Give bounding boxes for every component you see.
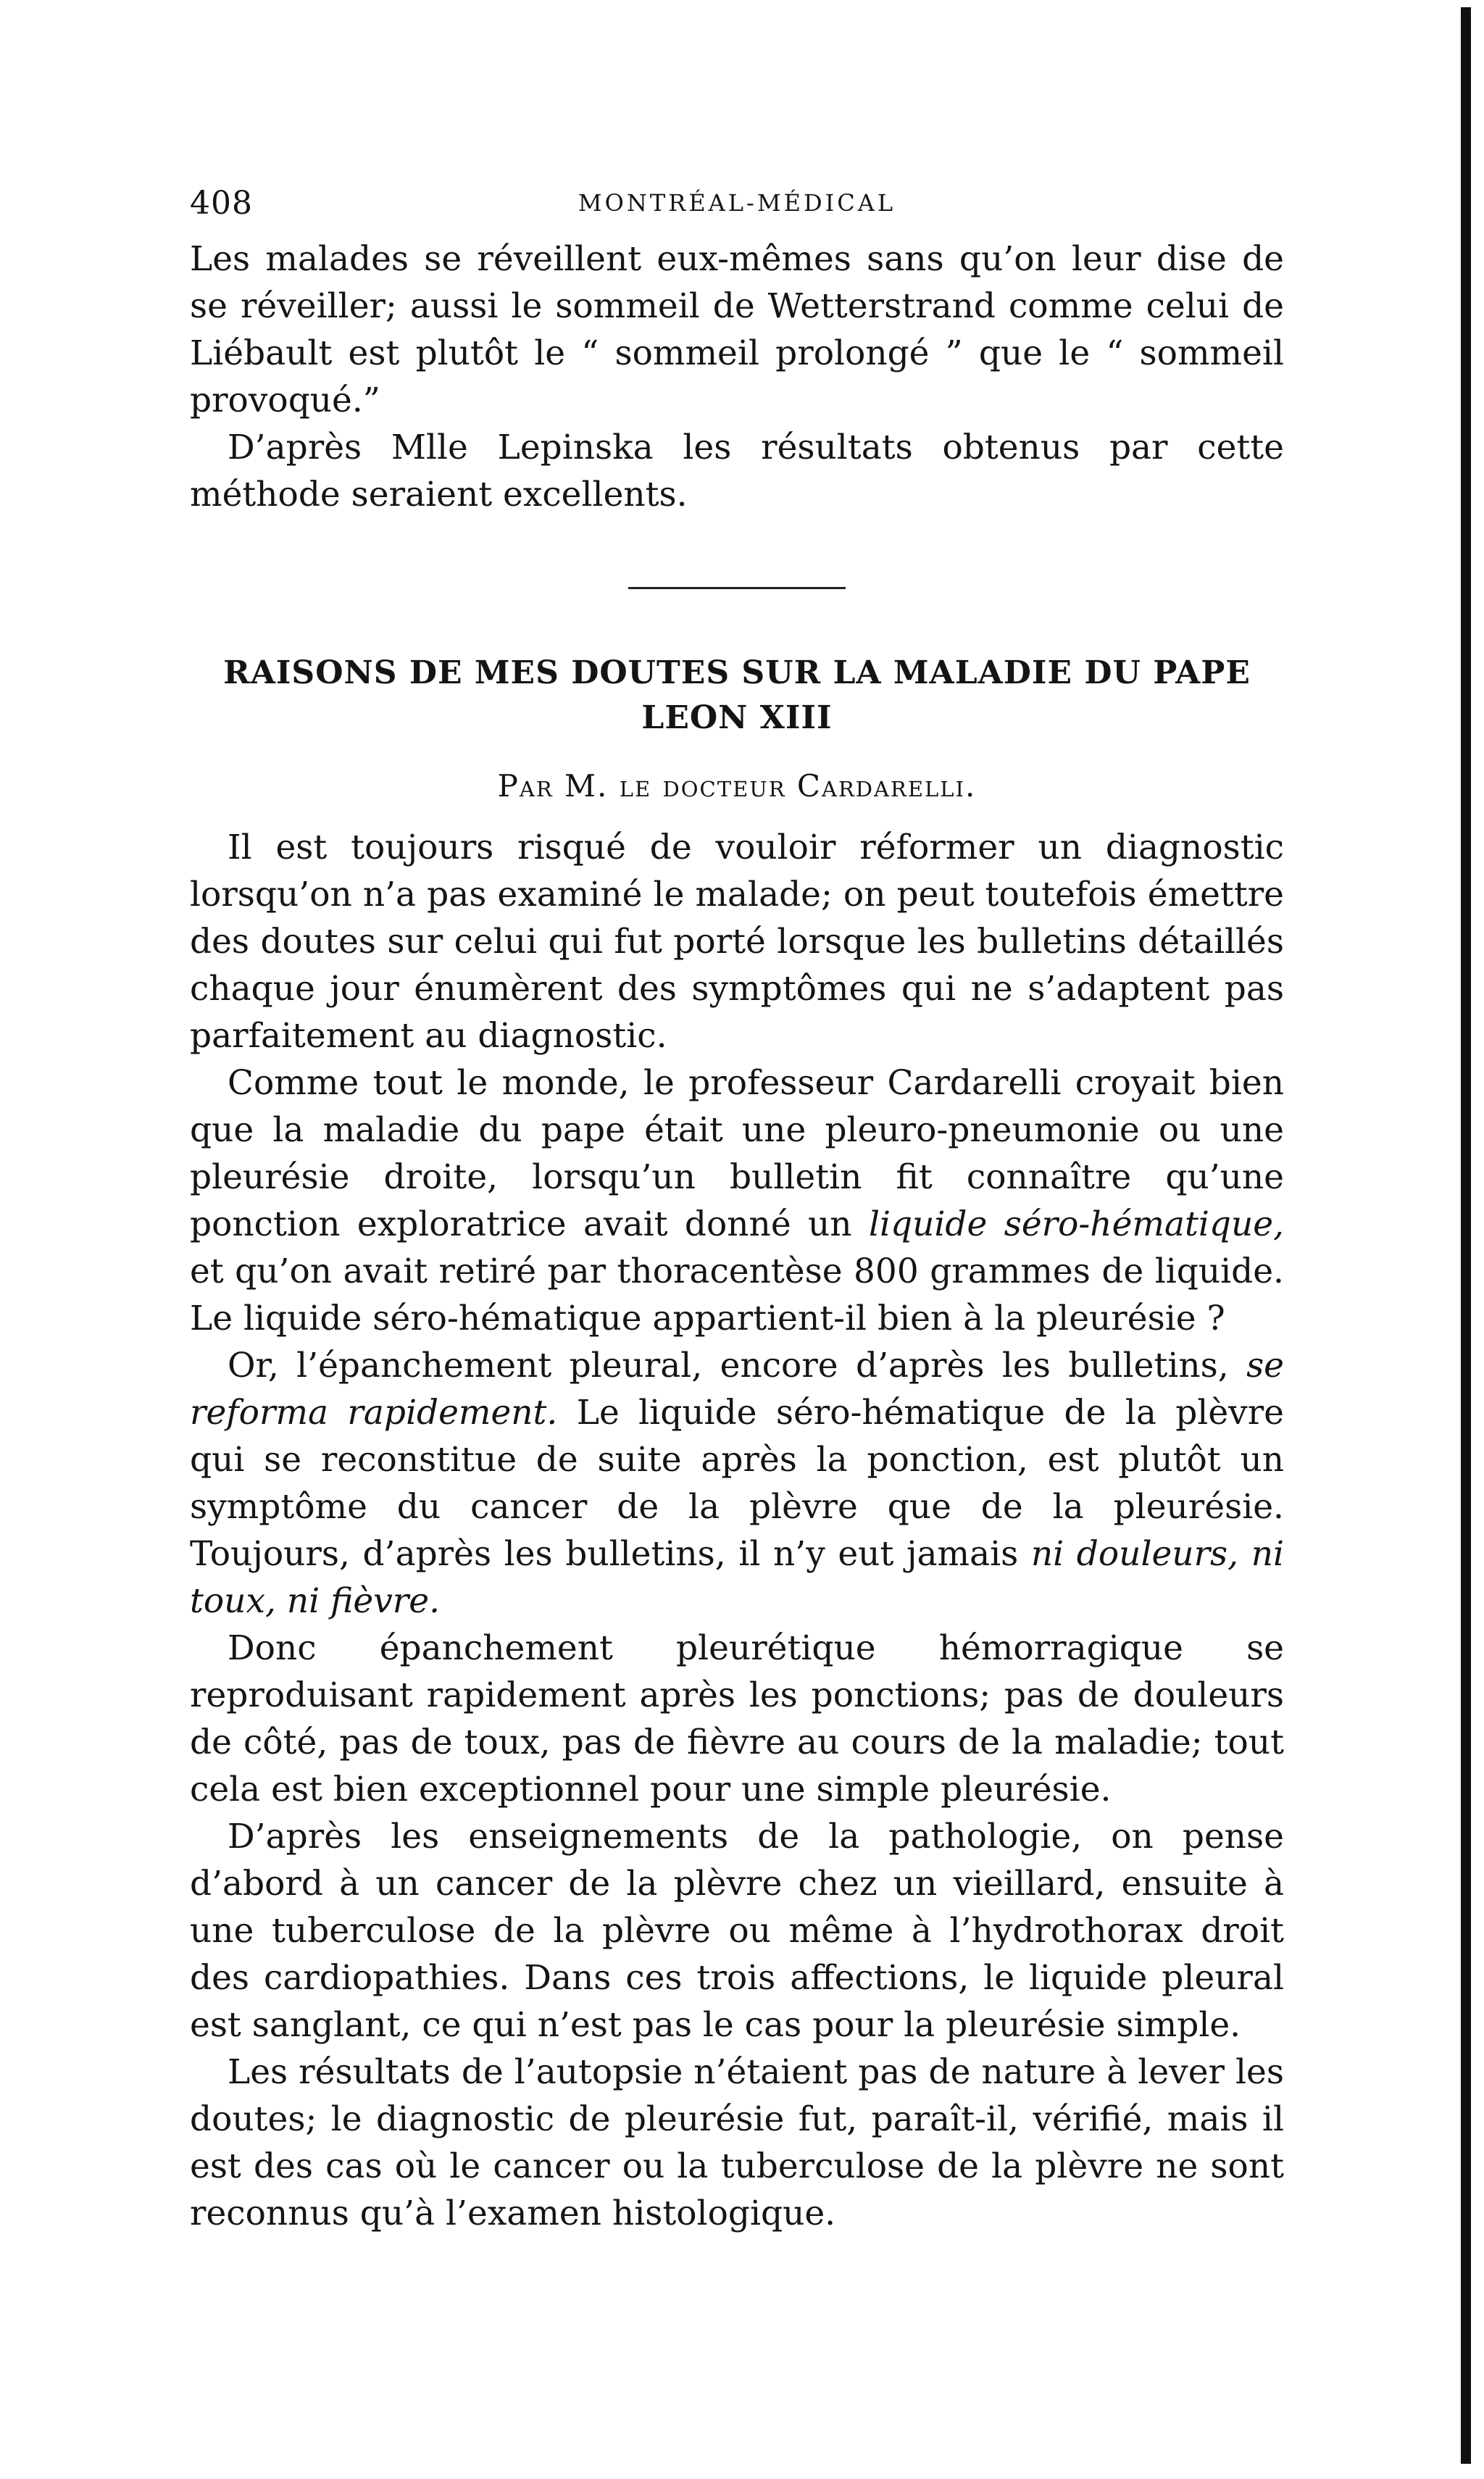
article-byline: Par M. le docteur Cardarelli. (497, 768, 977, 804)
article-paragraph-2 (190, 1059, 1284, 1342)
page-edge-border (1461, 7, 1471, 2464)
journal-title: MONTRÉAL-MÉDICAL (578, 189, 896, 217)
paragraph-2-emphasis: liquide séro-hématique, (868, 1204, 1284, 1244)
article-paragraph-6: Les résultats de l’autopsie n’étaient pas de nature à lever les doutes; le diagnostic de pleurésie fut, paraît-il, vérifié, mais il est des cas où le cancer ou la tuberculose de la plèvre ne sont reconnus qu’à l’examen histologique. (190, 2052, 1284, 2233)
paragraph-3-emphasis-2: ni douleurs, ni toux, ni fièvre. (190, 1534, 1284, 1621)
article-paragraph-3 (190, 1342, 1284, 1625)
paragraph-3-emphasis-1: se reforma rapidement. (190, 1346, 1284, 1433)
intro-paragraph-2: D’après Mlle Lepinska les résultats obtenus par cette méthode seraient excellents. (190, 428, 1284, 514)
running-head (190, 185, 1284, 236)
intro-paragraph-1: Les malades se réveillent eux-mêmes sans qu’on leur dise de se réveiller; aussi le sommeil de Wetterstrand comme celui de Liébault est plutôt le “ sommeil prolongé ” que le “ sommeil provoqué.” (190, 239, 1284, 420)
intro-text (190, 236, 1284, 518)
article-paragraph-1: Il est toujours risqué de vouloir réformer un diagnostic lorsqu’on n’a pas examiné le malade; on peut toutefois émettre des doutes sur celui qui fut porté lorsque les bulletins détaillés chaque jour énumèrent des symptômes qui ne s’adaptent pas parfaitement au diagnostic. (190, 828, 1284, 1056)
article-paragraph-4: Donc épanchement pleurétique hémorragique se reproduisant rapidement après les ponctions; pas de douleurs de côté, pas de toux, pas de fièvre au cours de la maladie; tout cela est bien exceptionnel pour une simple pleurésie. (190, 1628, 1284, 1809)
paragraph-2-text-b: et qu’on avait retiré par thoracentèse 800 grammes de liquide. Le liquide séro-hématique appartient-il bien à la pleurésie ? (190, 1251, 1284, 1338)
section-divider (628, 587, 846, 589)
page (190, 185, 1284, 2237)
article-paragraph-5: D’après les enseignements de la pathologie, on pense d’abord à un cancer de la plèvre chez un vieillard, ensuite à une tuberculose de la plèvre ou même à l’hydrothorax droit des cardiopathies. Dans ces trois affections, le liquide pleural est sanglant, ce qui n’est pas le cas pour la pleurésie simple. (190, 1817, 1284, 2045)
page-number: 408 (190, 185, 253, 222)
article-title: RAISONS DE MES DOUTES SUR LA MALADIE DU PAPE LEON XIII (223, 654, 1251, 736)
paragraph-3-text-a: Or, l’épanchement pleural, encore d’après les bulletins, (228, 1346, 1247, 1386)
article-body (190, 824, 1284, 2237)
paragraph-2-text-a: Comme tout le monde, le professeur Cardarelli croyait bien que la maladie du pape était une pleuro-pneumonie ou une pleurésie droite, lorsqu’un bulletin fit connaître qu’une ponction exploratrice avait donné un (190, 1063, 1284, 1244)
paragraph-3-text-b: Le liquide séro-hématique de la plèvre qui se reconstitue de suite après la ponction, est plutôt un symptôme du cancer de la plèvre que de la pleurésie. Toujours, d’après les bulletins, il n’y eut jamais (190, 1393, 1284, 1574)
